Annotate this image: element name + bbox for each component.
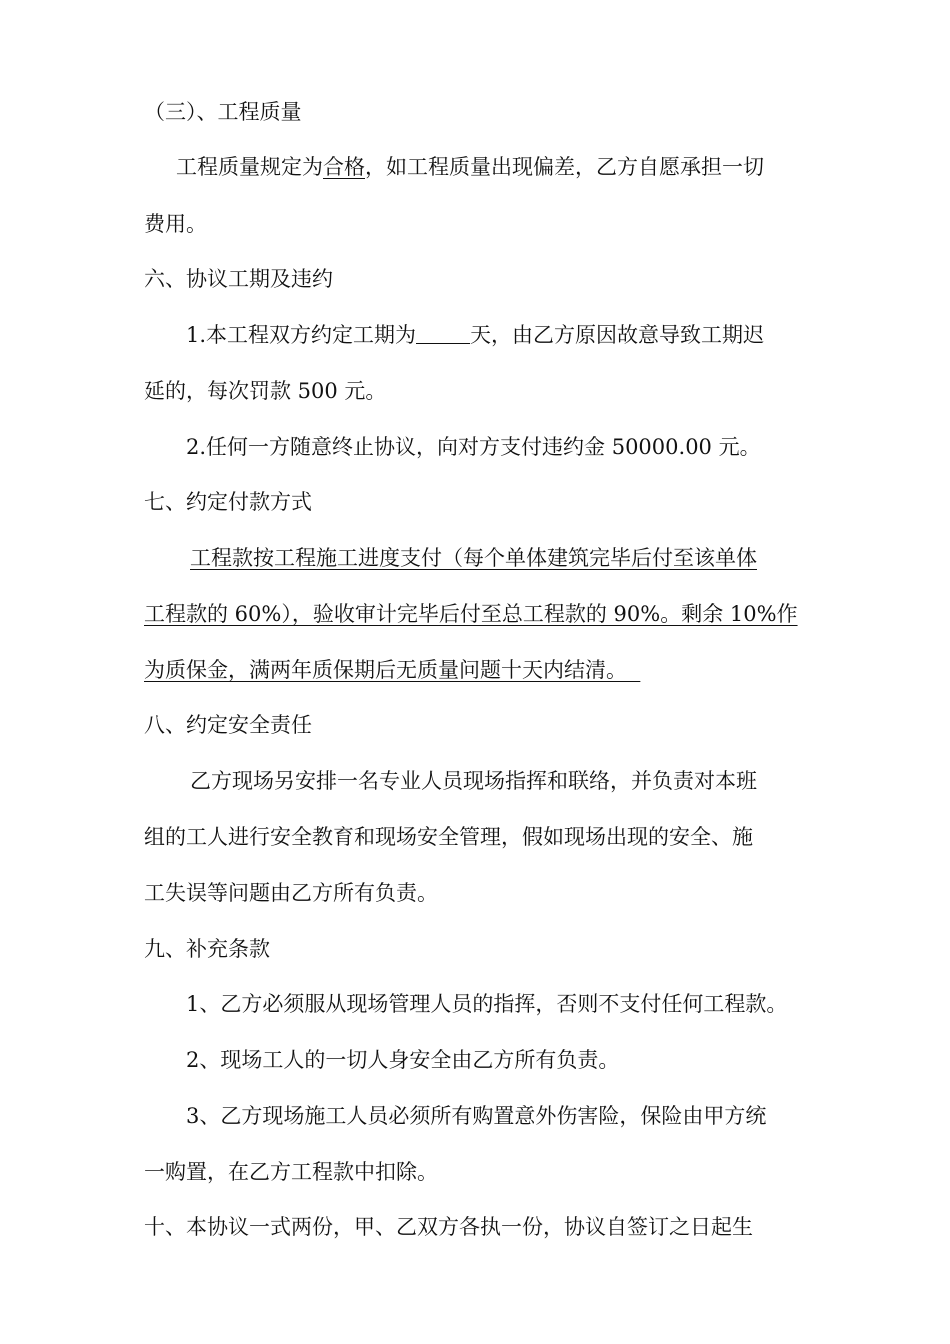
paragraph-quality — [176, 153, 856, 181]
section-heading-copies: 十、本协议一式两份，甲、乙双方各执一份，协议自签订之日起生 — [144, 1215, 753, 1239]
paragraph-payment-line-1 — [190, 544, 870, 572]
underlined-text: 工程款按工程施工进度支付（每个单体建筑完毕后付至该单体 — [190, 546, 757, 570]
paragraph-safety-line-3: 工失误等问题由乙方所有负责。 — [144, 881, 438, 905]
text-segment: 1.本工程双方约定工期为 — [186, 323, 417, 347]
paragraph-safety-line-1: 乙方现场另安排一名专业人员现场指挥和联络，并负责对本班 — [190, 769, 757, 793]
text-segment: ，如工程质量出现偏差，乙方自愿承担一切 — [365, 155, 764, 179]
paragraph-line: 一购置，在乙方工程款中扣除。 — [144, 1160, 438, 1184]
clause-schedule-1 — [186, 321, 866, 349]
section-heading-safety: 八、约定安全责任 — [144, 713, 312, 737]
paragraph-payment-line-2 — [144, 600, 824, 628]
section-heading-supplementary: 九、补充条款 — [144, 937, 270, 961]
paragraph-line: 延的，每次罚款 500 元。 — [144, 379, 387, 403]
section-heading-payment: 七、约定付款方式 — [144, 490, 312, 514]
paragraph-payment-line-3 — [144, 656, 824, 684]
clause-supplementary-3: 3、乙方现场施工人员必须所有购置意外伤害险，保险由甲方统 — [186, 1104, 767, 1128]
section-heading-quality: （三）、工程质量 — [144, 100, 302, 124]
underlined-value-qualified: 合格 — [323, 155, 365, 179]
underlined-text: 工程款的 60%），验收审计完毕后付至总工程款的 90%。剩余 10%作 — [144, 602, 798, 626]
text-segment: 工程质量规定为 — [176, 155, 323, 179]
text-segment: 天，由乙方原因故意导致工期迟 — [470, 323, 765, 347]
paragraph-line: 费用。 — [144, 212, 207, 236]
paragraph-safety-line-2: 组的工人进行安全教育和现场安全管理，假如现场出现的安全、施 — [144, 825, 753, 849]
section-heading-schedule: 六、协议工期及违约 — [144, 267, 333, 291]
clause-supplementary-2: 2、现场工人的一切人身安全由乙方所有负责。 — [186, 1048, 620, 1072]
blank-field-days — [416, 323, 470, 344]
underlined-text: 为质保金，满两年质保期后无质量问题十天内结清。 — [144, 658, 627, 682]
clause-supplementary-1: 1、乙方必须服从现场管理人员的指挥，否则不支付任何工程款。 — [186, 992, 788, 1016]
clause-schedule-2: 2.任何一方随意终止协议，向对方支付违约金 50000.00 元。 — [186, 435, 761, 459]
